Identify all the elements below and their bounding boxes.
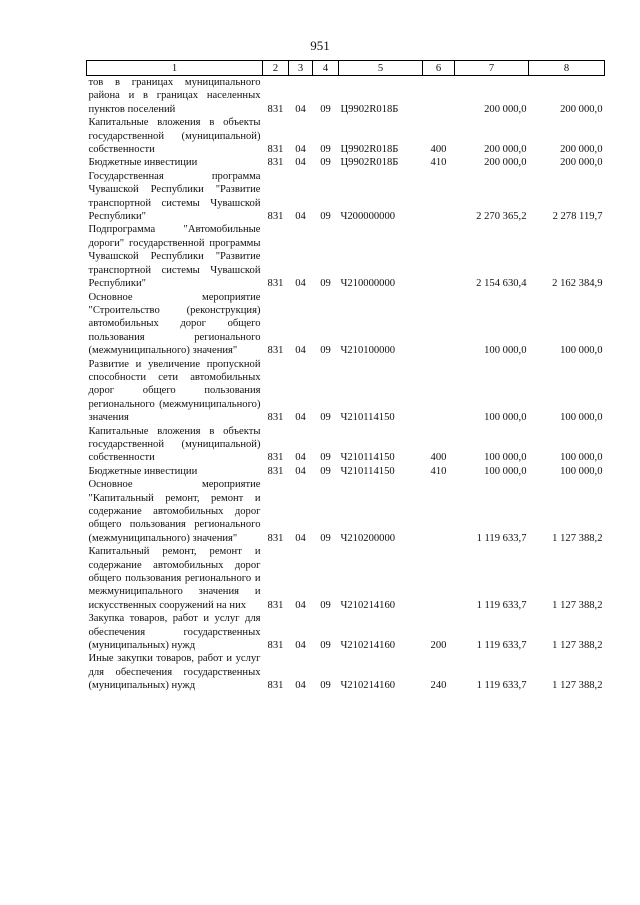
column-header: 3 [289, 61, 313, 76]
row-value-cell: 09 [320, 144, 331, 156]
row-value-cell: 04 [295, 599, 306, 611]
row-value-cell: 200 000,0 [484, 144, 527, 156]
row-value-cell: 09 [320, 599, 331, 611]
row-value-cell: Ч210100000 [340, 345, 396, 357]
table-row [87, 76, 605, 117]
row-value-cell: Ч210214160 [340, 640, 396, 652]
column-header: 1 [87, 61, 263, 76]
row-value-cell: 200 000,0 [560, 157, 603, 169]
row-value-cell: 1 119 633,7 [476, 599, 527, 611]
row-value-cell: 09 [320, 412, 331, 424]
row-value-cell: 04 [295, 157, 306, 169]
row-value-cell: 831 [267, 157, 284, 169]
table-row [87, 465, 605, 478]
table-row [87, 478, 605, 545]
row-value-cell: 831 [267, 452, 284, 464]
row-value-cell: 1 127 388,2 [552, 599, 603, 611]
row-value-cell: 831 [267, 345, 284, 357]
row-value-cell: 831 [267, 680, 284, 692]
row-value-cell: 831 [267, 532, 284, 544]
row-value-cell: 240 [430, 680, 447, 692]
row-value-cell: 04 [295, 278, 306, 290]
row-value-cell: 09 [320, 532, 331, 544]
row-value-cell: 1 127 388,2 [552, 680, 603, 692]
row-value-cell: Ч200000000 [340, 211, 396, 223]
row-value-cell: 09 [320, 680, 331, 692]
row-name-cell: Закупка товаров, работ и услуг для обеспечения государственных (муниципальных) нужд [88, 613, 261, 652]
row-value-cell: 200 000,0 [560, 103, 603, 115]
row-value-cell: 04 [295, 532, 306, 544]
column-header: 6 [423, 61, 455, 76]
row-value-cell: Ц9902R018Б [340, 157, 399, 169]
table-row [87, 425, 605, 465]
table-row [87, 652, 605, 692]
row-value-cell: 200 000,0 [560, 144, 603, 156]
row-value-cell: 09 [320, 345, 331, 357]
row-value-cell: 1 127 388,2 [552, 532, 603, 544]
row-value-cell: 100 000,0 [560, 465, 603, 477]
column-header: 7 [455, 61, 529, 76]
row-value-cell [423, 291, 455, 358]
row-value-cell: 04 [295, 640, 306, 652]
row-value-cell: 100 000,0 [484, 412, 527, 424]
row-value-cell: 1 119 633,7 [476, 680, 527, 692]
row-name-cell: Государственная программа Чувашской Республики "Развитие транспортной системы Чувашской Республики" [88, 170, 261, 223]
row-value-cell: 2 278 119,7 [552, 211, 603, 223]
row-value-cell: 831 [267, 211, 284, 223]
row-name-cell: Развитие и увеличение пропускной способности сети автомобильных дорог общего пользования регионального (межмуниципального) значения [88, 358, 261, 424]
row-value-cell: 100 000,0 [560, 412, 603, 424]
budget-table [86, 60, 605, 693]
row-value-cell: 831 [267, 144, 284, 156]
row-value-cell: 09 [320, 157, 331, 169]
row-name-cell: Капитальные вложения в объекты государственной (муниципальной) собственности [88, 425, 261, 464]
table-row [87, 291, 605, 358]
row-value-cell [423, 358, 455, 425]
row-value-cell: 04 [295, 103, 306, 115]
row-value-cell: 400 [430, 144, 447, 156]
row-value-cell: 2 162 384,9 [552, 278, 603, 290]
table-row [87, 170, 605, 224]
row-value-cell: 1 119 633,7 [476, 640, 527, 652]
row-name-cell: Иные закупки товаров, работ и услуг для обеспечения государственных (муниципальных) нужд [88, 653, 261, 692]
row-value-cell: Ч210200000 [340, 532, 396, 544]
row-value-cell: 04 [295, 452, 306, 464]
row-value-cell: 09 [320, 211, 331, 223]
table-header-row [87, 61, 605, 76]
row-value-cell: 831 [267, 465, 284, 477]
column-header: 2 [263, 61, 289, 76]
table-row [87, 223, 605, 290]
row-name-cell: Подпрограмма "Автомобильные дороги" государственной программы Чувашской Республики "Развитие транспортной системы Чувашской Республики" [88, 224, 261, 290]
row-value-cell: 100 000,0 [484, 465, 527, 477]
row-value-cell: 04 [295, 412, 306, 424]
row-name-cell: Бюджетные инвестиции [88, 157, 198, 169]
row-value-cell: 09 [320, 452, 331, 464]
row-value-cell: 200 000,0 [484, 103, 527, 115]
row-value-cell: Ч210114150 [340, 465, 395, 477]
column-header: 4 [313, 61, 339, 76]
row-value-cell: 2 154 630,4 [476, 278, 527, 290]
row-value-cell: 04 [295, 465, 306, 477]
row-value-cell: 1 127 388,2 [552, 640, 603, 652]
row-value-cell: 831 [267, 640, 284, 652]
row-value-cell: 1 119 633,7 [476, 532, 527, 544]
row-value-cell: 400 [430, 452, 447, 464]
row-value-cell: 100 000,0 [484, 345, 527, 357]
row-value-cell: 04 [295, 680, 306, 692]
row-value-cell: 410 [430, 465, 447, 477]
row-value-cell: Ч210114150 [340, 412, 395, 424]
table-row [87, 545, 605, 612]
page-number: 951 [310, 38, 330, 53]
row-name-cell: Основное мероприятие "Капитальный ремонт, ремонт и содержание автомобильных дорог общего пользования регионального (межмуниципального) значения" [88, 479, 261, 544]
row-value-cell: 09 [320, 640, 331, 652]
row-name-cell: Бюджетные инвестиции [88, 465, 198, 477]
row-name-cell: Капитальный ремонт, ремонт и содержание автомобильных дорог общего пользования регионального и межмуниципального значения и искусственных сооружений на них [88, 546, 261, 611]
row-name-cell: Капитальные вложения в объекты государственной (муниципальной) собственности [88, 117, 261, 156]
row-value-cell: 2 270 365,2 [476, 211, 527, 223]
row-value-cell: 831 [267, 599, 284, 611]
row-value-cell: 100 000,0 [484, 452, 527, 464]
column-header: 5 [339, 61, 423, 76]
column-header: 8 [529, 61, 605, 76]
row-name-cell: тов в границах муниципального района и в границах населенных пунктов поселений [88, 77, 261, 115]
row-value-cell: 09 [320, 465, 331, 477]
table-row [87, 156, 605, 169]
row-value-cell: 04 [295, 211, 306, 223]
row-value-cell: 200 000,0 [484, 157, 527, 169]
row-value-cell: 831 [267, 103, 284, 115]
row-name-cell: Основное мероприятие "Строительство (реконструкция) автомобильных дорог общего пользования регионального (межмуниципального) значения" [88, 291, 261, 357]
row-value-cell [423, 478, 455, 545]
row-value-cell: Ч210214160 [340, 680, 396, 692]
row-value-cell [423, 76, 455, 117]
row-value-cell: 410 [430, 157, 447, 169]
row-value-cell: 831 [267, 412, 284, 424]
row-value-cell: Ц9902R018Б [340, 103, 399, 115]
row-value-cell: Ч210114150 [340, 452, 395, 464]
row-value-cell: 100 000,0 [560, 452, 603, 464]
row-value-cell: 09 [320, 103, 331, 115]
row-value-cell [423, 545, 455, 612]
row-value-cell: 200 [430, 640, 447, 652]
row-value-cell: Ч210214160 [340, 599, 396, 611]
row-value-cell [423, 170, 455, 224]
row-value-cell: 100 000,0 [560, 345, 603, 357]
table-row [87, 612, 605, 652]
row-value-cell: 09 [320, 278, 331, 290]
row-value-cell: Ч210000000 [340, 278, 396, 290]
row-value-cell: 831 [267, 278, 284, 290]
table-row [87, 116, 605, 156]
row-value-cell: 04 [295, 144, 306, 156]
row-value-cell [423, 223, 455, 290]
row-value-cell: Ц9902R018Б [340, 144, 399, 156]
table-row [87, 358, 605, 425]
row-value-cell: 04 [295, 345, 306, 357]
